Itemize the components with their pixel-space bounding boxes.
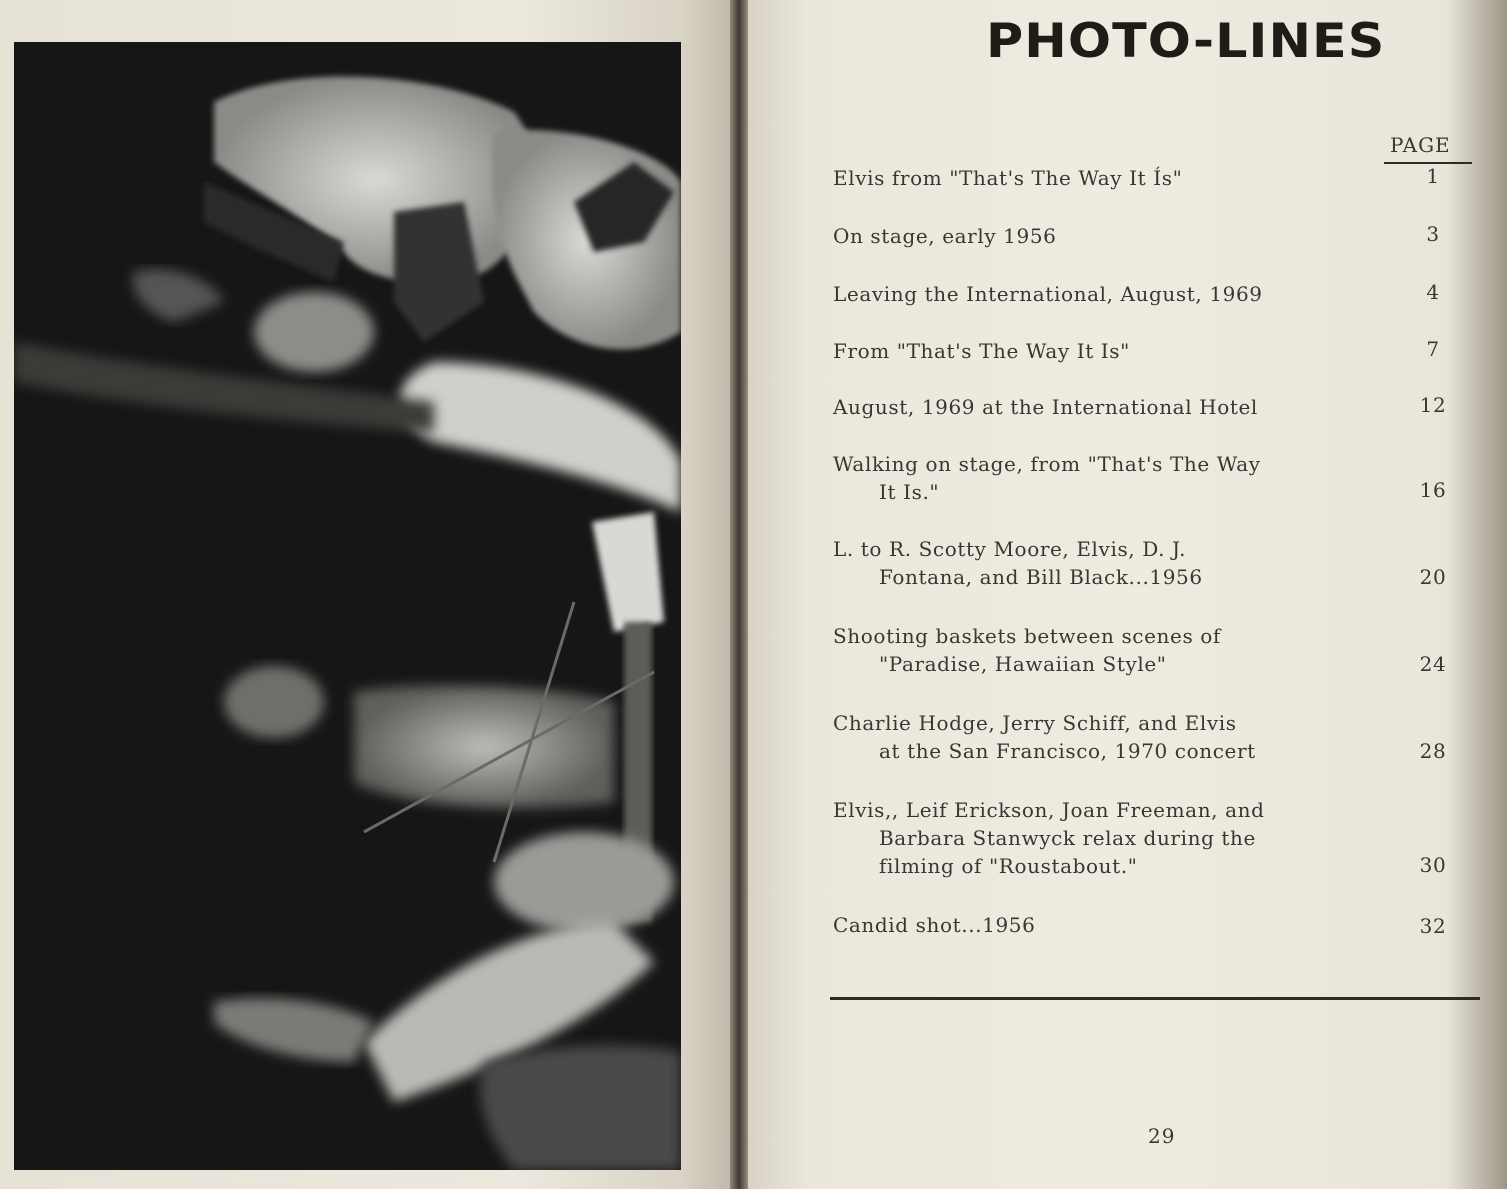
page-number: 30	[1419, 853, 1447, 877]
entry-line: L. to R. Scotty Moore, Elvis, D. J.	[833, 537, 1187, 561]
list-item	[833, 222, 1393, 250]
page-number: 32	[1419, 914, 1447, 938]
entry-line: Elvis from "That's The Way It Ís"	[833, 166, 1183, 190]
list-item	[833, 911, 1393, 939]
entry-line: On stage, early 1956	[833, 224, 1057, 248]
page-number: 28	[1419, 739, 1447, 763]
list-item	[833, 622, 1393, 678]
bottom-rule	[830, 997, 1480, 1000]
page-number: 3	[1426, 222, 1440, 246]
page-number: 7	[1426, 337, 1440, 361]
photo-image	[14, 42, 681, 1170]
list-item	[833, 164, 1393, 192]
entry-line-continued: at the San Francisco, 1970 concert	[879, 739, 1256, 763]
concert-photo	[14, 42, 681, 1170]
entry-line: August, 1969 at the International Hotel	[833, 395, 1258, 419]
entry-line-continued: "Paradise, Hawaiian Style"	[879, 652, 1167, 676]
entry-line: Elvis,, Leif Erickson, Joan Freeman, and	[833, 798, 1265, 822]
entry-line: Candid shot...1956	[833, 913, 1036, 937]
list-item	[833, 393, 1393, 421]
page-number: 1	[1426, 164, 1440, 188]
entry-line-continued: It Is."	[879, 480, 940, 504]
entry-line-continued: Fontana, and Bill Black...1956	[879, 565, 1203, 589]
list-item	[833, 337, 1393, 365]
list-item	[833, 796, 1393, 880]
entry-line: Shooting baskets between scenes of	[833, 624, 1221, 648]
entry-line: From "That's The Way It Is"	[833, 339, 1130, 363]
entry-line: Charlie Hodge, Jerry Schiff, and Elvis	[833, 711, 1237, 735]
right-page	[748, 0, 1507, 1189]
list-item	[833, 535, 1393, 591]
page-column-header: PAGE	[1390, 133, 1451, 157]
list-item	[833, 709, 1393, 765]
entry-line-continued: filming of "Roustabout."	[879, 854, 1138, 878]
page-number: 12	[1419, 393, 1447, 417]
folio-page-number: 29	[1148, 1124, 1176, 1148]
entry-line: Leaving the International, August, 1969	[833, 282, 1263, 306]
left-page	[0, 0, 742, 1189]
entry-line-continued: Barbara Stanwyck relax during the	[879, 826, 1256, 850]
book-gutter	[730, 0, 750, 1189]
page-number: 24	[1419, 652, 1447, 676]
page-number: 20	[1419, 565, 1447, 589]
entry-line: Walking on stage, from "That's The Way	[833, 452, 1261, 476]
page-number: 4	[1426, 280, 1440, 304]
page-number: 16	[1419, 478, 1447, 502]
page-title: PHOTO-LINES	[986, 14, 1386, 69]
list-item	[833, 450, 1393, 506]
list-item	[833, 280, 1393, 308]
